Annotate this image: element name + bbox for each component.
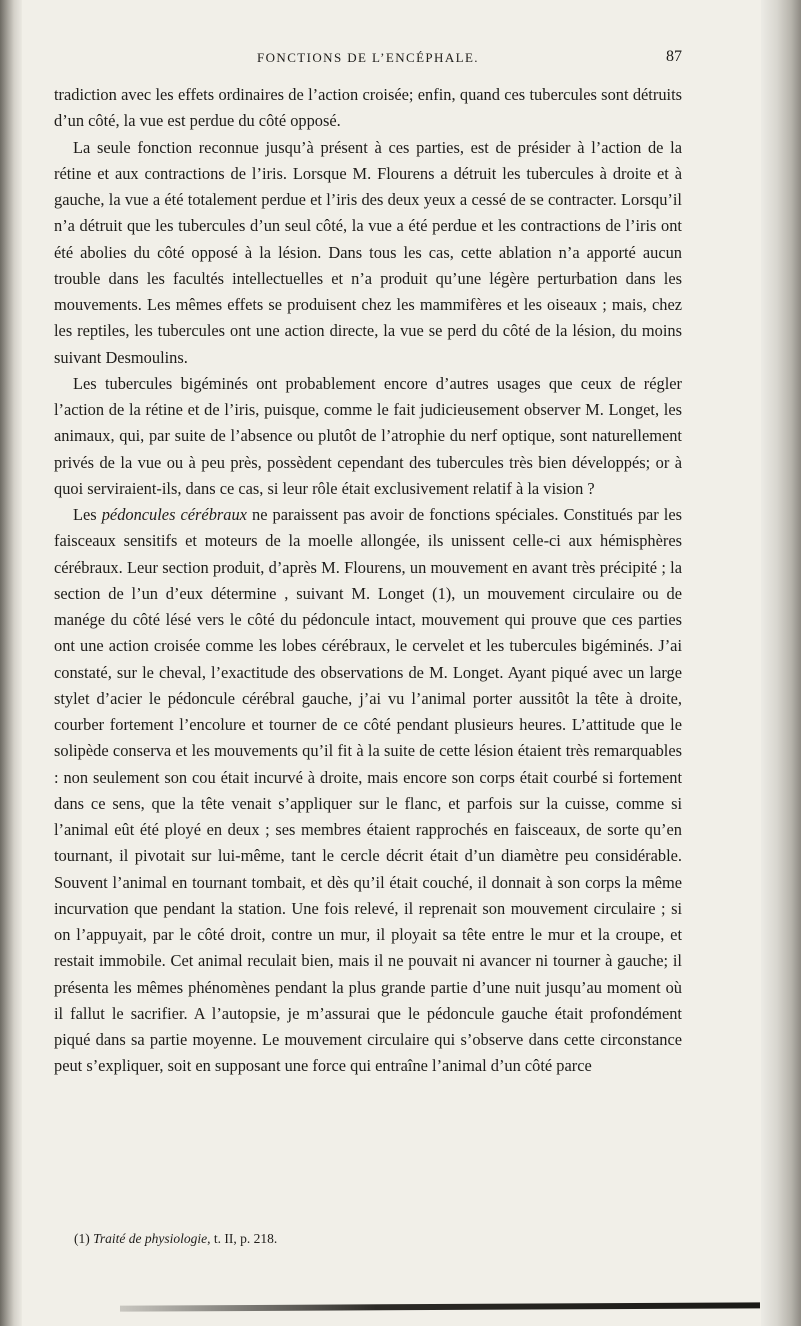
footnote-marker: (1) bbox=[74, 1231, 94, 1246]
paragraph-4-text: ne paraissent pas avoir de fonctions spéciales. Constitués par les faisceaux sensitifs et moteurs de la moelle allongée, ils unissent celle-ci aux hémisphères cérébraux. Leur section produit, d’après M. Flourens, un mouvement en avant très précipité ; la section de l’un d’eux détermine , suivant M. Longet (1), un mouvement circulaire ou de manége du côté lésé vers le côté du pédoncule intact, mouvement qui prouve que ces parties ont une action croisée comme les lobes cérébraux, le cervelet et les tubercules bigéminés. J’ai constaté, sur le cheval, l’exactitude des observations de M. Longet. Ayant piqué avec un large stylet d’acier le pédoncule cérébral gauche, j’ai vu l’animal porter aussitôt la tête à droite, courber fortement l’encolure et tourner de ce côté pendant plusieurs heures. L’attitude que le solipède conserva et les mouvements qu’il fit à la suite de cette lésion étaient très remarquables : non seulement son cou était incurvé à droite, mais encore son corps était courbé si fortement dans ce sens, que la tête venait s’appliquer sur le flanc, et parfois sur la cuisse, comme si l’animal eût été ployé en deux ; ses membres étaient rapprochés en faisceaux, de sorte qu’en tournant, il pivotait sur lui-même, tant le cercle décrit était d’un diamètre peu considérable. Souvent l’animal en tournant tombait, et dès qu’il était couché, il donnait à son corps la même incurvation que pendant la station. Une fois relevé, il reprenait son mouvement circulaire ; si on l’appuyait, par le côté droit, contre un mur, il ployait sa tête entre le mur et la croupe, et restait immobile. Cet animal reculait bien, mais il ne pouvait ni avancer ni tourner à gauche; il présenta les mêmes phénomènes pendant la plus grande partie d’une nuit jusqu’au moment où il fallut le sacrifier. A l’autopsie, je m’assurai que le pédoncule gauche était profondément piqué dans sa partie moyenne. Le mouvement circulaire qui s’observe dans cette circonstance peut s’expliquer, soit en supposant une force qui entraîne l’animal d’un côté parce bbox=[54, 505, 683, 1076]
footnote-reference: , t. II, p. 218. bbox=[207, 1231, 278, 1246]
footnote bbox=[74, 1230, 674, 1248]
paragraph-3: Les tubercules bigéminés ont probablement encore d’autres usages que ceux de régler l’action de la rétine et de l’iris, puisque, comme le fait judicieusement observer M. Longet, les animaux, qui, par suite de l’absence ou plutôt de l’atrophie du nerf optique, sont naturellement privés de la vue ou à peu près, possèdent cependant des tubercules très bien développés; or à quoi serviraient-ils, dans ce cas, si leur rôle était exclusivement relatif à la vision ? bbox=[54, 373, 682, 498]
page-bottom-shadow bbox=[120, 1302, 760, 1311]
paragraph-4 bbox=[54, 502, 682, 1080]
book-gutter-left bbox=[0, 0, 22, 1326]
footnote-title: Traité de physiologie bbox=[93, 1231, 208, 1246]
body-text bbox=[54, 82, 682, 1080]
paragraph-2: La seule fonction reconnue jusqu’à présent à ces parties, est de présider à l’action de la rétine et aux contractions de l’iris. Lorsque M. Flourens a détruit les tubercules à droite et à gauche, la vue a été totalement perdue et l’iris des deux yeux a cessé de se contracter. Lorsqu’il n’a détruit que les tubercules d’un seul côté, la vue a été perdue et les contractions de l’iris ont été abolies du côté opposé à la lésion. Dans tous les cas, cette ablation n’a apporté aucun trouble dans les facultés intellectuelles et n’a produit qu’une légère perturbation dans les mouvements. Les mêmes effets se produisent chez les mammifères et les oiseaux ; mais, chez les reptiles, les tubercules ont une action directe, la vue se perd du côté de la lésion, du moins suivant Desmoulins. bbox=[54, 137, 682, 367]
paragraph-4-lead: Les bbox=[73, 505, 102, 524]
paragraph-1: tradiction avec les effets ordinaires de l’action croisée; enfin, quand ces tubercules sont détruits d’un côté, la vue est perdue du côté opposé. bbox=[54, 85, 682, 131]
page-number: 87 bbox=[666, 48, 682, 65]
term-pedoncules-cerebraux: pédoncules cérébraux bbox=[101, 505, 247, 524]
running-title: FONCTIONS DE L’ENCÉPHALE. bbox=[257, 50, 479, 65]
page-edge-right bbox=[761, 0, 801, 1326]
running-head bbox=[54, 48, 682, 70]
